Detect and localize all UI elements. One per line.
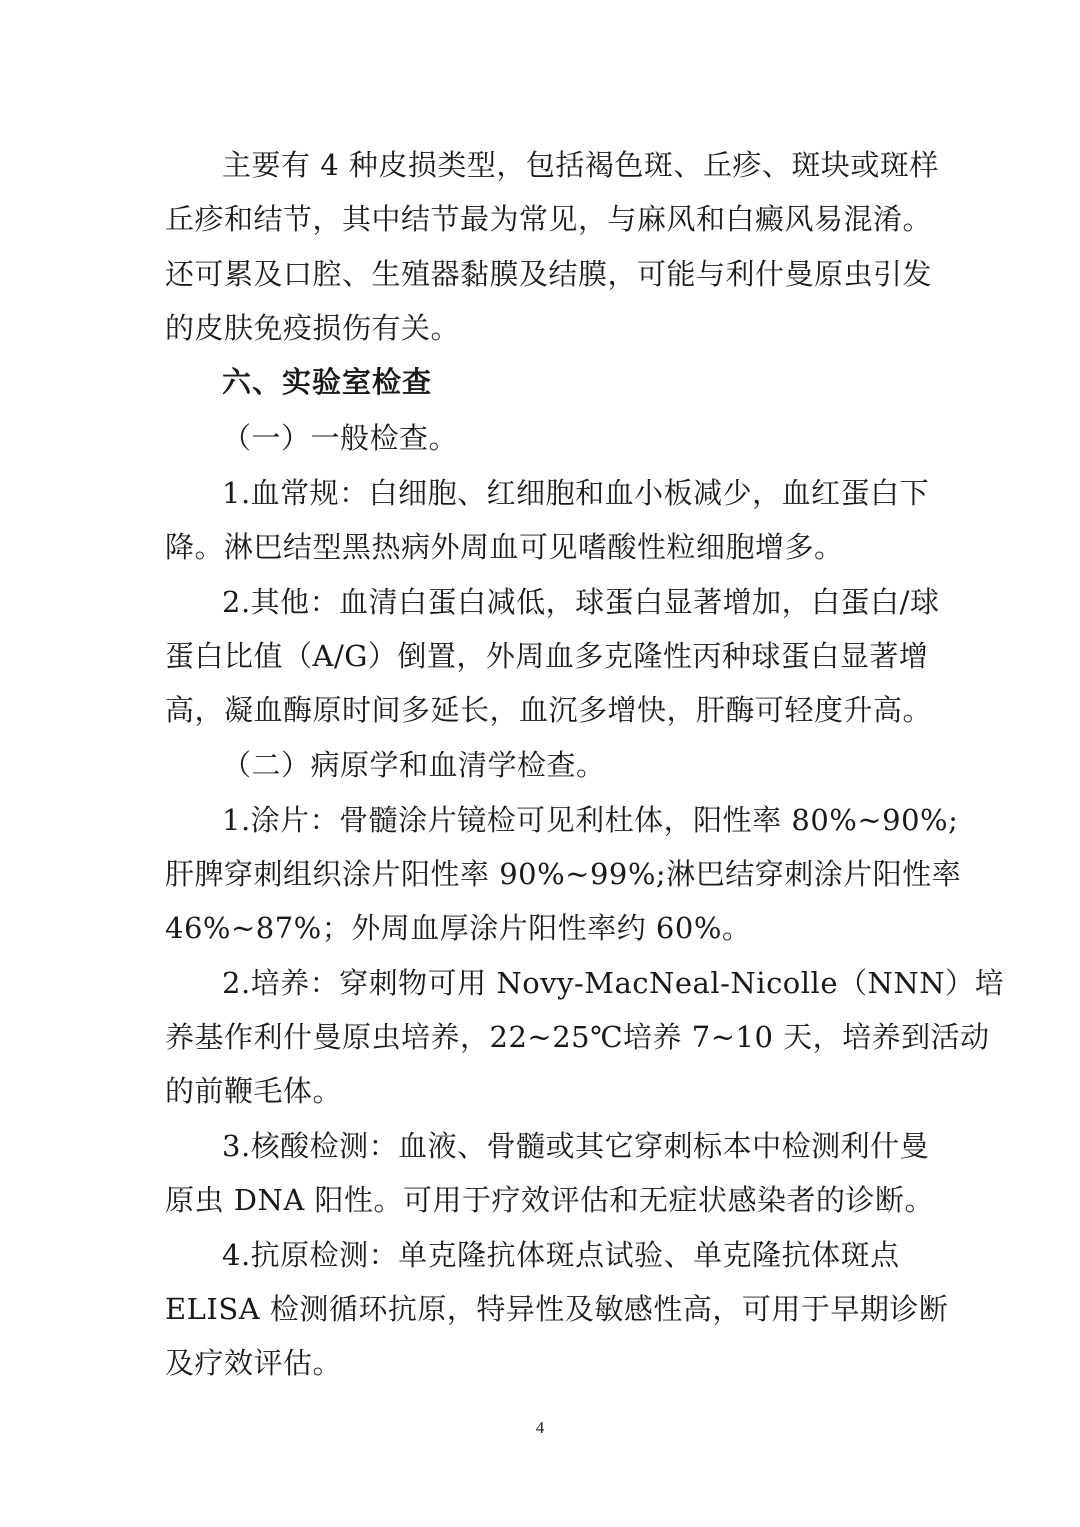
paragraph-line: 1.血常规：白细胞、红细胞和血小板减少，血红蛋白下	[222, 476, 930, 510]
paragraph-line: 降。淋巴结型黑热病外周血可见嗜酸性粒细胞增多。	[165, 530, 844, 564]
paragraph-line: 肝脾穿刺组织涂片阳性率 90%~99%;淋巴结穿刺涂片阳性率	[165, 857, 962, 891]
paragraph-line: ELISA 检测循环抗原，特异性及敏感性高，可用于早期诊断	[165, 1292, 949, 1326]
paragraph-line: 46%~87%；外周血厚涂片阳性率约 60%。	[165, 911, 752, 945]
paragraph-line: 2.其他：血清白蛋白减低，球蛋白显著增加，白蛋白/球	[222, 585, 940, 619]
section-heading: 六、实验室检查	[222, 365, 433, 399]
paragraph-line: 养基作利什曼原虫培养，22~25℃培养 7~10 天，培养到活动	[165, 1020, 990, 1054]
paragraph-line: 原虫 DNA 阳性。可用于疗效评估和无症状感染者的诊断。	[165, 1183, 935, 1217]
paragraph-line: 高，凝血酶原时间多延长，血沉多增快，肝酶可轻度升高。	[165, 693, 933, 727]
subsection-heading: （二）病原学和血清学检查。	[222, 748, 606, 782]
paragraph-line: 还可累及口腔、生殖器黏膜及结膜，可能与利什曼原虫引发	[165, 257, 933, 291]
paragraph-line: 及疗效评估。	[165, 1346, 343, 1380]
paragraph-line: 2.培养：穿刺物可用 Novy-MacNeal-Nicolle（NNN）培	[222, 966, 1005, 1000]
paragraph-line: 的皮肤免疫损伤有关。	[165, 311, 461, 345]
subsection-heading: （一）一般检查。	[222, 421, 459, 455]
paragraph-line: 1.涂片：骨髓涂片镜检可见利杜体，阳性率 80%~90%;	[222, 803, 959, 837]
page-number: 4	[535, 1418, 545, 1437]
paragraph-line: 主要有 4 种皮损类型，包括褐色斑、丘疹、斑块或斑样	[222, 148, 939, 182]
paragraph-line: 4.抗原检测：单克隆抗体斑点试验、单克隆抗体斑点	[222, 1238, 900, 1272]
paragraph-line: 丘疹和结节，其中结节最为常见，与麻风和白癜风易混淆。	[165, 202, 933, 236]
paragraph-line: 3.核酸检测：血液、骨髓或其它穿刺标本中检测利什曼	[222, 1129, 930, 1163]
paragraph-line: 蛋白比值（A/G）倒置，外周血多克隆性丙种球蛋白显著增	[165, 639, 929, 673]
paragraph-line: 的前鞭毛体。	[165, 1074, 343, 1108]
